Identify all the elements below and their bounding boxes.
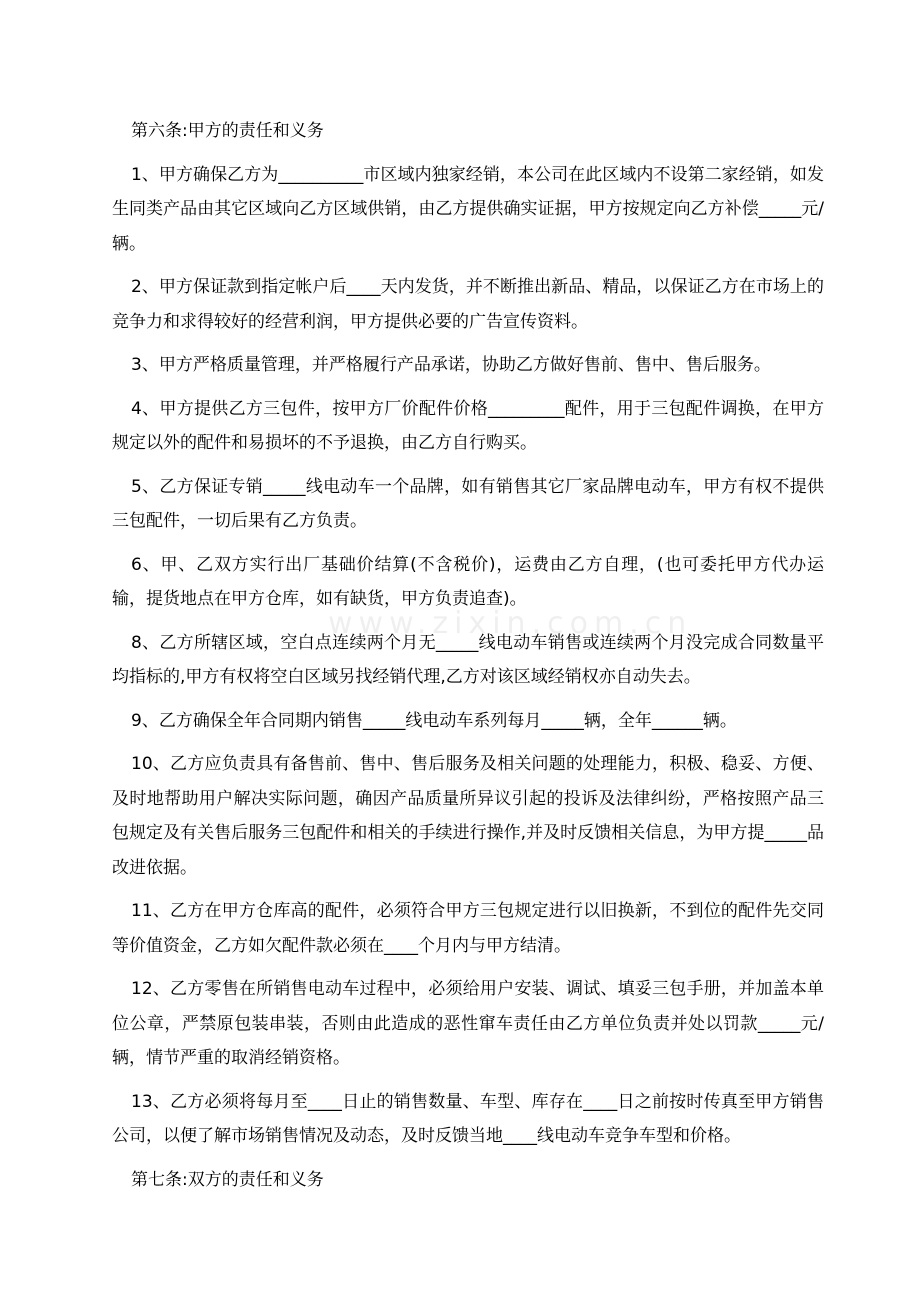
clause-10: 10、乙方应负责具有备售前、售中、售后服务及相关问题的处理能力，积极、稳妥、方便、及时地帮助用户解决实际问题，确因产品质量所异议引起的投诉及法律纠纷，严格按照产品三包规定及有关售后服务三包配件和相关的手续进行操作,并及时反馈相关信息，为甲方提_____品改进依据。: [112, 754, 824, 878]
clause-12: 12、乙方零售在所销售电动车过程中，必须给用户安装、调试、填妥三包手册，并加盖本单位公章，严禁原包装串装，否则由此造成的恶性窜车责任由乙方单位负责并处以罚款_____元/辆，情节严重的取消经销资格。: [112, 979, 824, 1068]
clause-11: 11、乙方在甲方仓库高的配件，必须符合甲方三包规定进行以旧换新，不到位的配件先交同等价值资金，乙方如欠配件款必须在____个月内与甲方结清。: [112, 901, 824, 956]
watermark: www.zixin.com.cn: [328, 606, 693, 641]
clause-8: 8、乙方所辖区域，空白点连续两个月无_____线电动车销售或连续两个月没完成合同数量平均指标的,甲方有权将空白区域另找经销代理,乙方对该区域经销权亦自动失去。: [112, 632, 824, 687]
clause-9: 9、乙方确保全年合同期内销售_____线电动车系列每月_____辆，全年______辆。: [131, 710, 737, 731]
section-7-heading: 第七条:双方的责任和义务: [131, 1169, 324, 1190]
clause-5: 5、乙方保证专销_____线电动车一个品牌，如有销售其它厂家品牌电动车，甲方有权不提供三包配件，一切后果有乙方负责。: [112, 476, 824, 531]
clause-4: 4、甲方提供乙方三包件，按甲方厂价配件价格_________配件，用于三包配件调换，在甲方规定以外的配件和易损坏的不予退换，由乙方自行购买。: [112, 398, 824, 453]
clause-13: 13、乙方必须将每月至____日止的销售数量、车型、库存在____日之前按时传真至甲方销售公司，以便了解市场销售情况及动态，及时反馈当地____线电动车竞争车型和价格。: [112, 1091, 824, 1146]
clause-2: 2、甲方保证款到指定帐户后____天内发货，并不断推出新品、精品，以保证乙方在市场上的竞争力和求得较好的经营利润，甲方提供必要的广告宣传资料。: [112, 277, 824, 332]
clause-3: 3、甲方严格质量管理，并严格履行产品承诺，协助乙方做好售前、售中、售后服务。: [131, 355, 771, 375]
clause-1: 1、甲方确保乙方为__________市区域内独家经销，本公司在此区域内不设第二家经销，如发生同类产品由其它区域向乙方区域供销，由乙方提供确实证据，甲方按规定向乙方补偿_____元/辆。: [112, 164, 824, 254]
clause-6: 6、甲、乙双方实行出厂基础价结算(不含税价)，运费由乙方自理，(也可委托甲方代办运输，提货地点在甲方仓库，如有缺货，甲方负责追查)。: [112, 554, 824, 609]
section-6-heading: 第六条:甲方的责任和义务: [131, 121, 324, 141]
